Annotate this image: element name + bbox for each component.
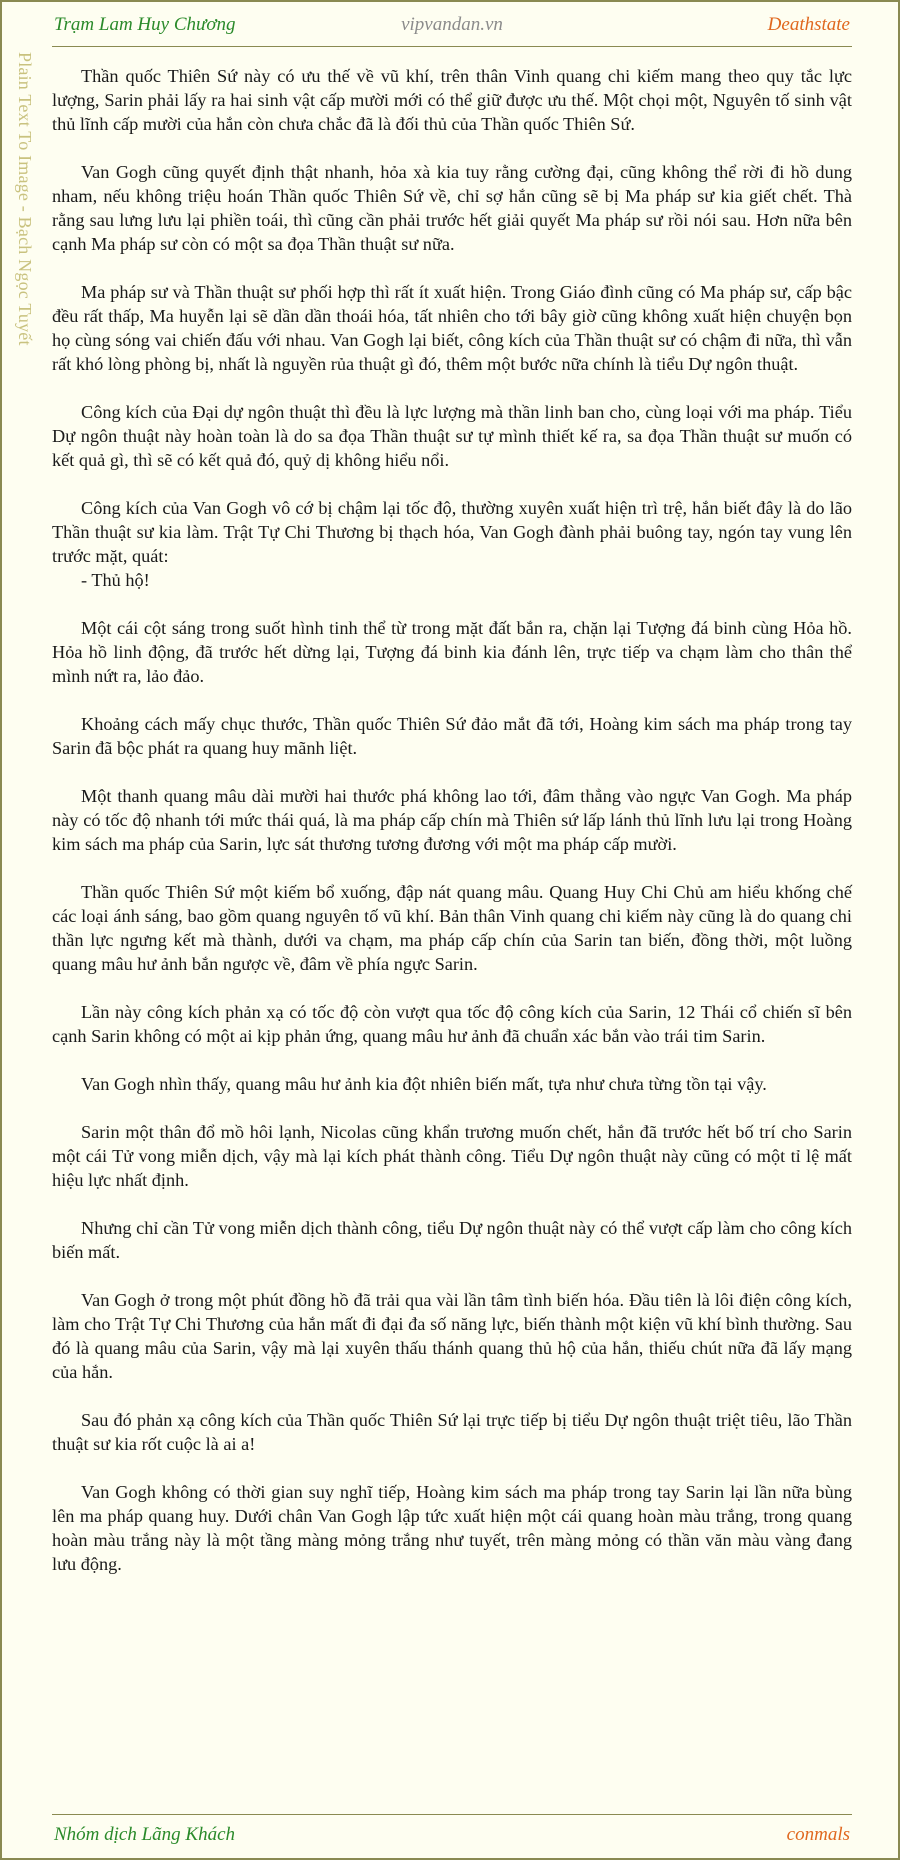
- paragraph: Công kích của Van Gogh vô cớ bị chậm lại tốc độ, thường xuyên xuất hiện trì trệ, hắn biết đây là do lão Thần thuật sư kia làm. Trật Tự Chi Thương bị thạch hóa, Van Gogh đành phải buông tay, ngón tay vung lên trước mặt, quát:: [52, 498, 852, 566]
- paragraph: Van Gogh ở trong một phút đồng hồ đã trải qua vài lần tâm tình biến hóa. Đầu tiên là lôi điện công kích, làm cho Trật Tự Chi Thương của hắn mất đi đại đa số năng lực, biến thành một kiện vũ khí bình thường. Sau đó là quang mâu của Sarin, vậy mà lại xuyên thấu thánh quang thủ hộ của hắn, thiếu chút nữa đã lấy mạng của hắn.: [52, 1290, 852, 1382]
- paragraph: Nhưng chỉ cần Tử vong miễn dịch thành công, tiểu Dự ngôn thuật này có thể vượt cấp làm cho công kích biến mất.: [52, 1218, 852, 1262]
- footer-group-name: Nhóm dịch Lãng Khách: [54, 1824, 236, 1845]
- dialogue-line: - Thủ hộ!: [81, 570, 150, 590]
- footer-divider: [52, 1814, 852, 1815]
- chapter-body: [52, 64, 852, 1576]
- side-watermark: Plain Text To Image - Bạch Ngọc Tuyết: [15, 52, 35, 346]
- paragraph: Công kích của Đại dự ngôn thuật thì đều là lực lượng mà thần linh ban cho, cùng loại với ma pháp. Tiểu Dự ngôn thuật này hoàn toàn là do sa đọa Thần thuật sư tự mình thiết kế ra, sa đọa Thần thuật sư muốn có kết quả gì, thì sẽ có kết quả đó, quỷ dị không hiểu nổi.: [52, 402, 852, 470]
- header-divider: [52, 46, 852, 47]
- paragraph: Sau đó phản xạ công kích của Thần quốc Thiên Sứ lại trực tiếp bị tiểu Dự ngôn thuật triệt tiêu, lão Thần thuật sư kia rốt cuộc là ai a!: [52, 1410, 852, 1454]
- header-site-name: vipvandan.vn: [401, 14, 503, 35]
- paragraph: Sarin một thân đổ mồ hôi lạnh, Nicolas cũng khẩn trương muốn chết, hắn đã trước hết bố trí cho Sarin một cái Tử vong miễn dịch, vậy mà lại kích phát thành công. Tiểu Dự ngôn thuật này cũng có một tỉ lệ mất hiệu lực nhất định.: [52, 1122, 852, 1190]
- header-book-title: Trạm Lam Huy Chương: [54, 14, 236, 35]
- paragraph: Thần quốc Thiên Sứ này có ưu thế về vũ khí, trên thân Vinh quang chi kiếm mang theo quy tắc lực lượng, Sarin phải lấy ra hai sinh vật cấp mười mới có thể giữ được ưu thế. Một chọi một, Nguyên tố sinh vật thủ lĩnh cấp mười của hắn còn chưa chắc đã là đối thủ của Thần quốc Thiên Sứ.: [52, 66, 852, 134]
- paragraph: Lần này công kích phản xạ có tốc độ còn vượt qua tốc độ công kích của Sarin, 12 Thái cổ chiến sĩ bên cạnh Sarin không có một ai kịp phản ứng, quang mâu hư ảnh đã chuẩn xác bắn vào trái tim Sarin.: [52, 1002, 852, 1046]
- page-header: [52, 14, 852, 42]
- paragraph: Một cái cột sáng trong suốt hình tinh thể từ trong mặt đất bắn ra, chặn lại Tượng đá binh cùng Hỏa hồ. Hỏa hồ linh động, đã trước hết dừng lại, Tượng đá binh kia đánh lên, trực tiếp va chạm làm cho thân thể mình nứt ra, lảo đảo.: [52, 618, 852, 686]
- paragraph: Ma pháp sư và Thần thuật sư phối hợp thì rất ít xuất hiện. Trong Giáo đình cũng có Ma pháp sư, cấp bậc đều rất thấp, Ma huyễn lại sẽ dần dần thoái hóa, tất nhiên cho tới bây giờ cũng không xuất hiện chuyện bọn họ cùng sóng vai chiến đấu với nhau. Van Gogh lại biết, công kích của Thần thuật sư có chậm đi nữa, thì vẫn rất khó lòng phòng bị, nhất là nguyền rủa thuật gì đó, thêm một bước nữa chính là tiểu Dự ngôn thuật.: [52, 282, 852, 374]
- header-translator: Deathstate: [767, 14, 850, 35]
- paragraph: Van Gogh nhìn thấy, quang mâu hư ảnh kia đột nhiên biến mất, tựa như chưa từng tồn tại vậy.: [81, 1074, 767, 1094]
- page-footer: [52, 1824, 852, 1852]
- paragraph-with-dialogue: [52, 496, 852, 592]
- footer-editor: conmals: [786, 1824, 850, 1845]
- paragraph: Van Gogh cũng quyết định thật nhanh, hỏa xà kia tuy rằng cường đại, cũng không thể rời đi hồ dung nham, nếu không triệu hoán Thần quốc Thiên Sứ về, chỉ sợ hắn cũng sẽ bị Ma pháp sư kia giết chết. Thà rằng sau lưng lưu lại phiền toái, thì cũng cần phải trước hết giải quyết Ma pháp sư rồi nói sau. Hơn nữa bên cạnh Ma pháp sư còn có một sa đọa Thần thuật sư nữa.: [52, 162, 852, 254]
- paragraph: Một thanh quang mâu dài mười hai thước phá không lao tới, đâm thẳng vào ngực Van Gogh. Ma pháp này có tốc độ nhanh tới mức thái quá, là ma pháp cấp chín mà Thiên sứ lấp lánh thủ lĩnh lưu lại trong Hoàng kim sách ma pháp của Sarin, lực sát thương tương đương với một ma pháp cấp mười.: [52, 786, 852, 854]
- paragraph: Van Gogh không có thời gian suy nghĩ tiếp, Hoàng kim sách ma pháp trong tay Sarin lại lần nữa bùng lên ma pháp quang huy. Dưới chân Van Gogh lập tức xuất hiện một cái quang hoàn màu trắng, trong quang hoàn màu trắng này là một tầng màng mỏng trắng như tuyết, trên màng mỏng có thần văn màu vàng đang lưu động.: [52, 1482, 852, 1574]
- paragraph: Thần quốc Thiên Sứ một kiếm bổ xuống, đập nát quang mâu. Quang Huy Chi Chủ am hiểu khống chế các loại ánh sáng, bao gồm quang nguyên tố vũ khí. Bản thân Vinh quang chi kiếm này cũng là do quang chi thần lực ngưng kết mà thành, dưới va chạm, ma pháp cấp chín của Sarin tan biến, đồng thời, một luồng quang mâu hư ảnh bắn ngược về, đâm về phía ngực Sarin.: [52, 882, 852, 974]
- paragraph: Khoảng cách mấy chục thước, Thần quốc Thiên Sứ đảo mắt đã tới, Hoàng kim sách ma pháp trong tay Sarin đã bộc phát ra quang huy mãnh liệt.: [52, 714, 852, 758]
